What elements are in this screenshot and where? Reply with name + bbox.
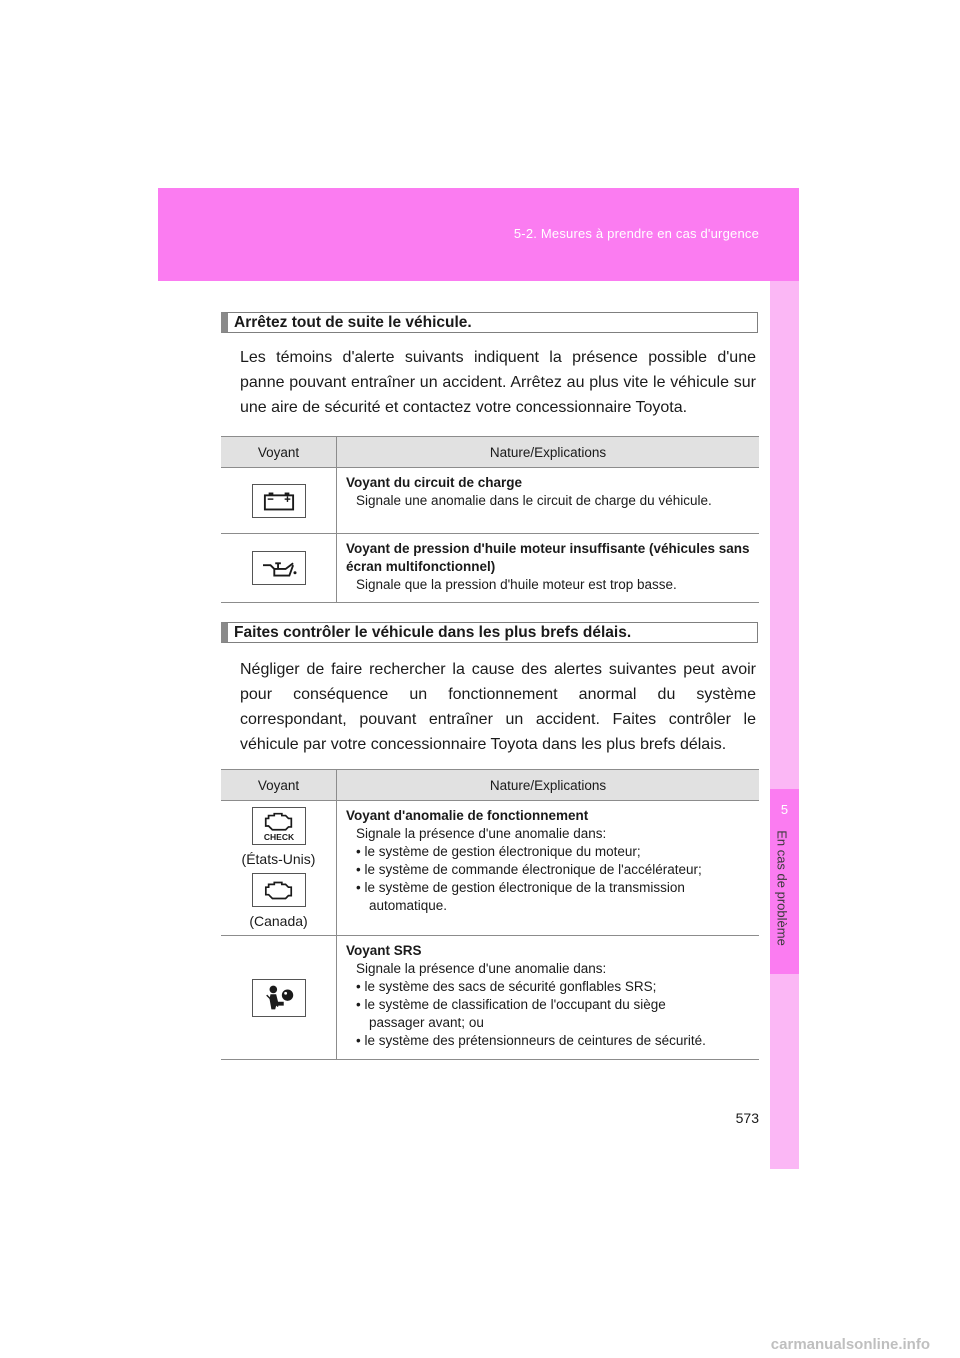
chapter-number: 5 bbox=[780, 802, 789, 817]
section-paragraph-check: Négliger de faire rechercher la cause des alertes suivantes peut avoir pour conséquence un fonctionnement anormal du système correspondant, pouvant entraîner un accident. Faites contrôler le véhicule par votre concessionnaire Toyota dans les plus brefs délais. bbox=[240, 661, 756, 753]
section-heading-check: Faites contrôler le véhicule dans les plus brefs délais. bbox=[221, 622, 758, 643]
airbag-icon bbox=[252, 979, 306, 1017]
row-bullet: • le système des sacs de sécurité gonflables SRS; bbox=[356, 979, 657, 994]
side-tab bbox=[770, 281, 799, 1169]
table-row bbox=[221, 936, 759, 1060]
section-heading-stop: Arrêtez tout de suite le véhicule. bbox=[221, 312, 758, 333]
row-intro: Signale la présence d'une anomalie dans: bbox=[356, 826, 607, 841]
row-bullet: • le système de gestion électronique de la transmission bbox=[356, 880, 685, 895]
table-row bbox=[221, 468, 759, 534]
engine-icon bbox=[252, 873, 306, 907]
column-header-voyant: Voyant bbox=[221, 770, 337, 801]
row-bullet: • le système de classification de l'occupant du siège bbox=[356, 997, 666, 1012]
row-title: Voyant du circuit de charge bbox=[346, 475, 523, 490]
row-bullet: • le système des prétensionneurs de ceintures de sécurité. bbox=[356, 1033, 706, 1048]
row-title: Voyant d'anomalie de fonctionnement bbox=[346, 808, 589, 823]
row-text: Signale que la pression d'huile moteur est trop basse. bbox=[356, 577, 677, 592]
check-engine-icon bbox=[252, 807, 306, 845]
warning-table-check bbox=[221, 769, 759, 1060]
warning-table-stop bbox=[221, 436, 759, 603]
column-header-nature: Nature/Explications bbox=[337, 770, 760, 801]
chapter-label: En cas de problème bbox=[774, 830, 790, 946]
oil-can-icon bbox=[252, 551, 306, 585]
battery-icon bbox=[252, 484, 306, 518]
row-intro: Signale la présence d'une anomalie dans: bbox=[356, 961, 607, 976]
column-header-nature: Nature/Explications bbox=[337, 437, 760, 468]
table-row bbox=[221, 534, 759, 603]
row-title: Voyant de pression d'huile moteur insuffisante (véhicules sans écran multifonctionnel) bbox=[346, 541, 750, 574]
svg-text:CHECK: CHECK bbox=[263, 832, 294, 843]
icon-caption-us: (États-Unis) bbox=[241, 851, 316, 867]
row-bullet: • le système de gestion électronique du moteur; bbox=[356, 844, 641, 859]
watermark: carmanualsonline.info bbox=[770, 1336, 930, 1353]
table-row bbox=[221, 801, 759, 936]
header-band bbox=[158, 188, 799, 281]
row-bullet-continued: automatique. bbox=[369, 898, 448, 913]
row-title: Voyant SRS bbox=[346, 943, 422, 958]
section-title: 5-2. Mesures à prendre en cas d'urgence bbox=[513, 226, 759, 241]
page-number: 573 bbox=[735, 1110, 759, 1126]
icon-caption-canada: (Canada) bbox=[249, 913, 308, 929]
section-paragraph-stop: Les témoins d'alerte suivants indiquent la présence possible d'une panne pouvant entraîner un accident. Arrêtez au plus vite le véhicule sur une aire de sécurité et contactez votre concessionnaire Toyota. bbox=[240, 349, 756, 416]
row-bullet-continued: passager avant; ou bbox=[369, 1015, 484, 1030]
row-text: Signale une anomalie dans le circuit de charge du véhicule. bbox=[356, 493, 712, 508]
column-header-voyant: Voyant bbox=[221, 437, 337, 468]
row-bullet: • le système de commande électronique de l'accélérateur; bbox=[356, 862, 702, 877]
